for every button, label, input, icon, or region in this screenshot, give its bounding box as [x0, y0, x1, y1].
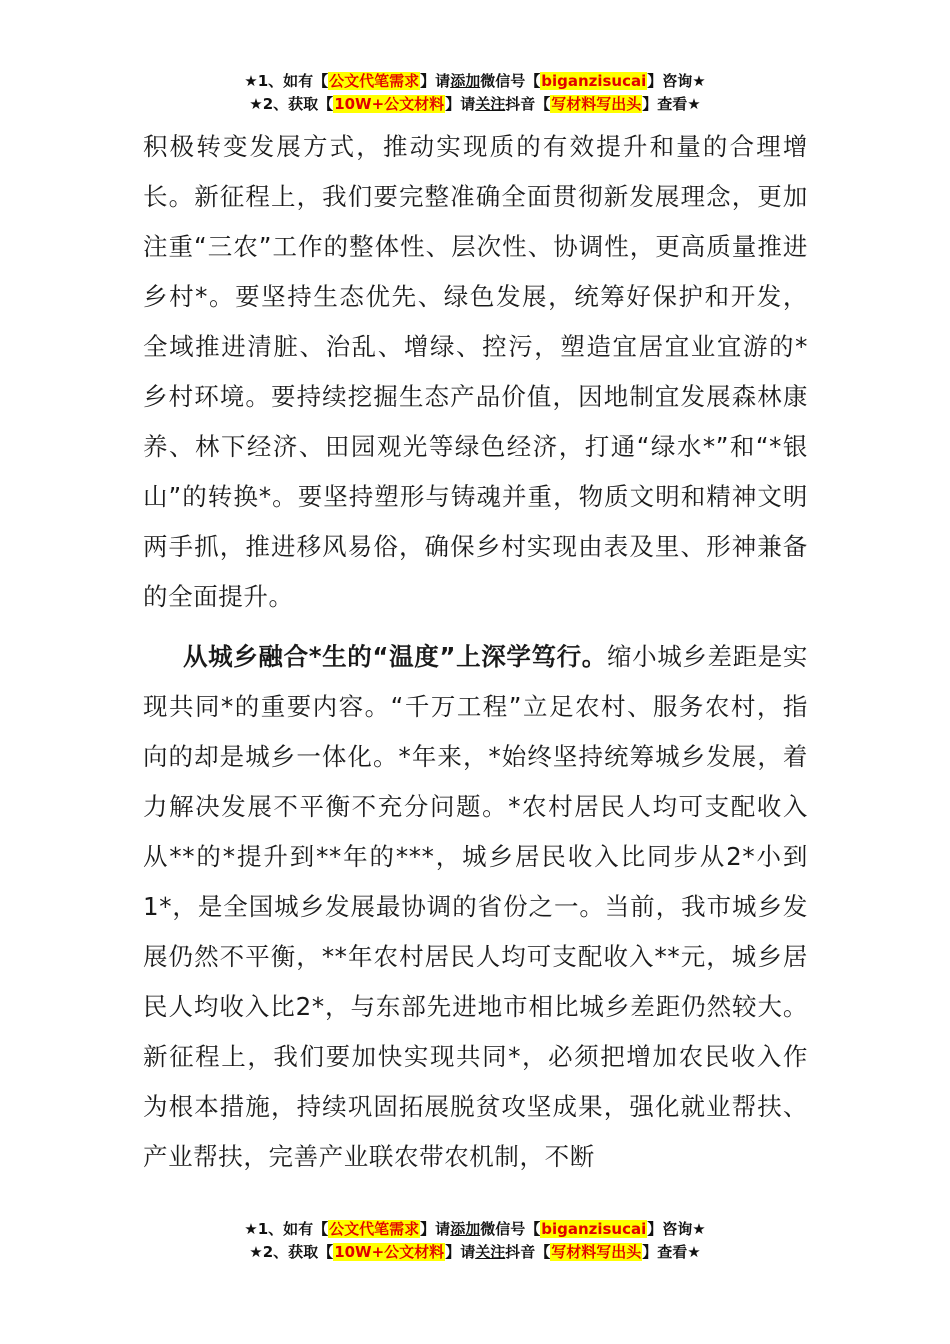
highlight-douyin: 写材料写出头 [551, 95, 642, 113]
highlight-materials: 10W+公文材料 [334, 1243, 445, 1261]
footer-line-1: ★1、如有【公文代笔需求】请添加微信号【biganzisucai】咨询★ [244, 1220, 706, 1238]
highlight-douyin: 写材料写出头 [551, 1243, 642, 1261]
paragraph-1: 积极转变发展方式，推动实现质的有效提升和量的合理增长。新征程上，我们要完整准确全面贯彻新发展理念，更加注重“三农”工作的整体性、层次性、协调性，更高质量推进乡村*。要坚持生态优先、绿色发展，统筹好保护和开发，全域推进清脏、治乱、增绿、控污，塑造宜居宜业宜游的*乡村环境。要持续挖掘生态产品价值，因地制宜发展森林康养、林下经济、田园观光等绿色经济，打通“绿水*”和“*银山”的转换*。要坚持塑形与铸魂并重，物质文明和精神文明两手抓，推进移风易俗，确保乡村实现由表及里、形神兼备的全面提升。 [143, 132, 808, 611]
highlight-service: 公文代笔需求 [329, 72, 420, 90]
header-line-1: ★1、如有【公文代笔需求】请添加微信号【biganzisucai】咨询★ [244, 72, 706, 90]
highlight-wechat-id: biganzisucai [541, 1220, 647, 1238]
highlight-wechat-id: biganzisucai [541, 72, 647, 90]
footer-line-2: ★2、获取【10W+公文材料】请关注抖音【写材料写出头】查看★ [249, 1243, 701, 1261]
highlight-service: 公文代笔需求 [329, 1220, 420, 1238]
document-body [143, 122, 808, 1182]
paragraph-heading: 从城乡融合*生的“温度”上深学笃行。 [183, 642, 607, 671]
paragraph-2: 从城乡融合*生的“温度”上深学笃行。缩小城乡差距是实现共同*的重要内容。“千万工程”立足农村、服务农村，指向的却是城乡一体化。*年来，*始终坚持统筹城乡发展，着力解决发展不平衡不充分问题。*农村居民人均可支配收入从**的*提升到**年的***，城乡居民收入比同步从2*小到1*，是全国城乡发展最协调的省份之一。当前，我市城乡发展仍然不平衡，**年农村居民人均可支配收入**元，城乡居民人均收入比2*，与东部先进地市相比城乡差距仍然较大。新征程上，我们要加快实现共同*，必须把增加农民收入作为根本措施，持续巩固拓展脱贫攻坚成果，强化就业帮扶、产业帮扶，完善产业联农带农机制，不断 [143, 642, 808, 1171]
highlight-materials: 10W+公文材料 [334, 95, 445, 113]
header-banner [0, 70, 950, 116]
footer-banner [0, 1218, 950, 1264]
header-line-2: ★2、获取【10W+公文材料】请关注抖音【写材料写出头】查看★ [249, 95, 701, 113]
